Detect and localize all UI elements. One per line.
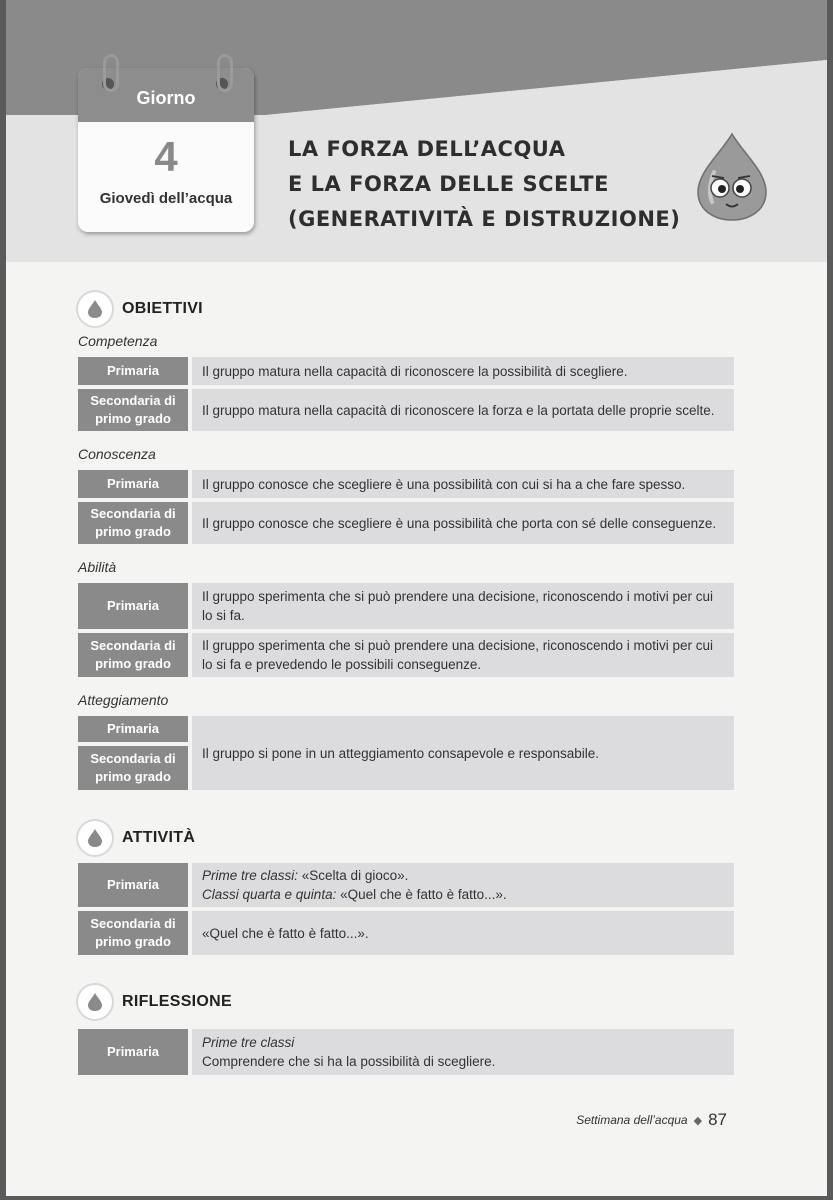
activity-line: Prime tre classi: «Scelta di gioco». bbox=[202, 868, 409, 883]
title-line: LA FORZA DELL’ACQUA bbox=[288, 137, 566, 161]
table-row bbox=[78, 389, 734, 431]
row-value: Il gruppo matura nella capacità di riconoscere la possibilità di scegliere. bbox=[192, 357, 734, 385]
calendar-ring-icon bbox=[217, 54, 233, 92]
table-row bbox=[78, 583, 734, 629]
subheading: Abilità bbox=[78, 559, 117, 575]
row-value: Il gruppo conosce che scegliere è una possibilità che porta con sé delle conseguenze. bbox=[192, 502, 734, 544]
subheading: Conoscenza bbox=[78, 446, 156, 462]
section-title: ATTIVITÀ bbox=[122, 829, 196, 846]
water-drop-icon bbox=[78, 292, 112, 326]
subheading: Atteggiamento bbox=[78, 692, 169, 708]
section-riflessione bbox=[78, 985, 232, 1019]
water-drop-icon bbox=[78, 985, 112, 1019]
row-value: Prime tre classi Comprendere che si ha la possibilità di scegliere. bbox=[192, 1029, 734, 1075]
subheading: Competenza bbox=[78, 333, 158, 349]
water-drop-icon bbox=[78, 821, 112, 855]
table-row bbox=[78, 357, 734, 385]
water-drop-mascot-icon bbox=[692, 132, 772, 222]
calendar-ring-icon bbox=[103, 54, 119, 92]
title-line: (GENERATIVITÀ E DISTRUZIONE) bbox=[288, 207, 681, 231]
row-label: Secondaria di primo grado bbox=[78, 502, 188, 544]
title-line: E LA FORZA DELLE SCELTE bbox=[288, 172, 609, 196]
row-label: Secondaria di primo grado bbox=[78, 911, 188, 955]
row-labels bbox=[78, 716, 188, 790]
row-value: Il gruppo conosce che scegliere è una possibilità con cui si ha a che fare spesso. bbox=[192, 470, 734, 498]
row-label: Primaria bbox=[78, 863, 188, 907]
section-obiettivi bbox=[78, 292, 203, 326]
section-attivita bbox=[78, 821, 195, 855]
section-title: OBIETTIVI bbox=[122, 300, 203, 317]
row-label: Primaria bbox=[78, 1029, 188, 1075]
section-title: RIFLESSIONE bbox=[122, 993, 232, 1010]
page-footer bbox=[576, 1110, 727, 1130]
row-label: Secondaria di primo grado bbox=[78, 746, 188, 790]
row-label: Secondaria di primo grado bbox=[78, 633, 188, 677]
row-value bbox=[192, 863, 734, 907]
table-row bbox=[78, 1029, 734, 1075]
table-row bbox=[78, 633, 734, 677]
table-row bbox=[78, 863, 734, 907]
day-calendar bbox=[78, 68, 254, 232]
row-label: Primaria bbox=[78, 583, 188, 629]
row-label: Primaria bbox=[78, 716, 188, 742]
table-row bbox=[78, 470, 734, 498]
calendar-day: Giovedì dell’acqua bbox=[99, 190, 233, 207]
table-row bbox=[78, 502, 734, 544]
page bbox=[6, 0, 827, 1196]
row-value: Il gruppo sperimenta che si può prendere una decisione, riconoscendo i motivi per cui lo si fa e prevedendo le possibili conseguenze. bbox=[192, 633, 734, 677]
row-label: Primaria bbox=[78, 357, 188, 385]
row-label: Primaria bbox=[78, 470, 188, 498]
row-value: Il gruppo si pone in un atteggiamento consapevole e responsabile. bbox=[192, 716, 734, 790]
diamond-icon: ◆ bbox=[693, 1114, 703, 1127]
footer-text: Settimana dell’acqua bbox=[576, 1113, 688, 1127]
calendar-number: 4 bbox=[154, 133, 178, 180]
row-value: Il gruppo matura nella capacità di riconoscere la forza e la portata delle proprie scelte. bbox=[192, 389, 734, 431]
row-value: Il gruppo sperimenta che si può prendere una decisione, riconoscendo i motivi per cui lo si fa. bbox=[192, 583, 734, 629]
page-title bbox=[288, 132, 708, 237]
page-number: 87 bbox=[708, 1110, 727, 1129]
calendar-label: Giorno bbox=[78, 68, 254, 122]
table-row bbox=[78, 716, 734, 790]
activity-line: Classi quarta e quinta: «Quel che è fatto è fatto...». bbox=[202, 887, 507, 902]
table-row bbox=[78, 911, 734, 955]
row-value: «Quel che è fatto è fatto...». bbox=[192, 911, 734, 955]
row-label: Secondaria di primo grado bbox=[78, 389, 188, 431]
